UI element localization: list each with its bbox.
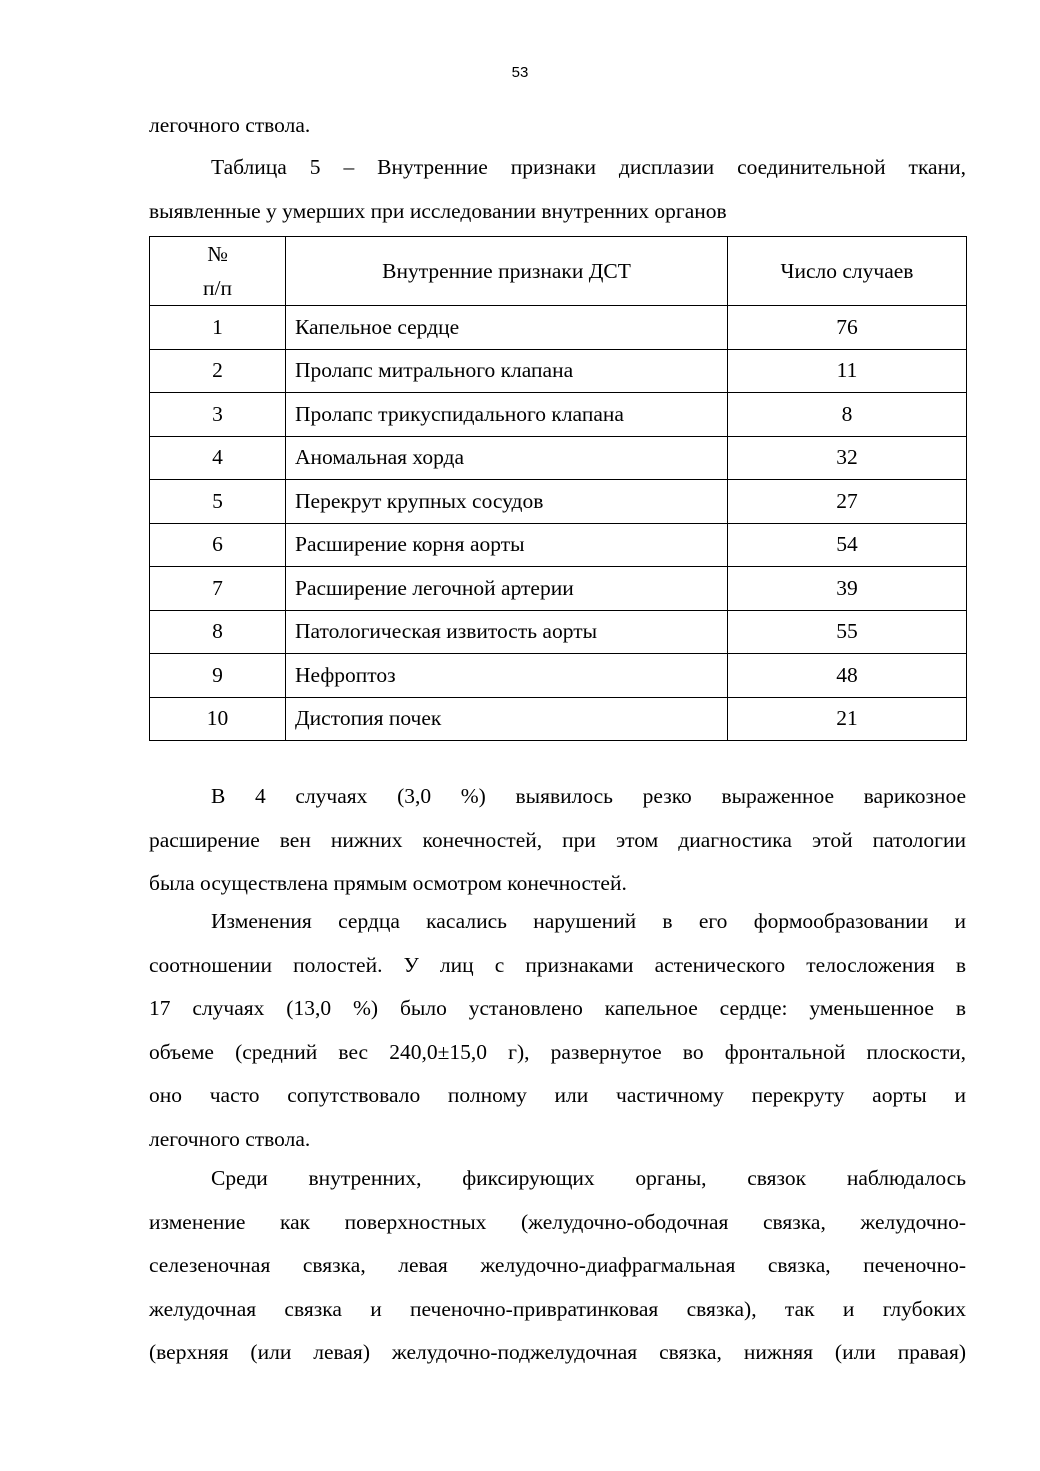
row-count: 54 [728, 523, 967, 567]
text-line: была осуществлена прямым осмотром конечностей. [149, 871, 627, 895]
row-sign: Пролапс митрального клапана [286, 349, 728, 393]
text-line: оно часто сопутствовало полному или частичному перекруту аорты и [149, 1083, 966, 1107]
text-line: легочного ствола. [149, 1126, 311, 1151]
header-number-abbr: п/п [203, 276, 232, 300]
page-number: 53 [511, 64, 529, 81]
table-row [150, 436, 967, 480]
row-sign: Пролапс трикуспидального клапана [286, 393, 728, 437]
row-sign: Аномальная хорда [286, 436, 728, 480]
table-caption [149, 146, 966, 233]
text-line: желудочная связка и печеночно-привратинковая связка), так и глубоких [149, 1296, 966, 1321]
text-line: изменение как поверхностных (желудочно-ободочная связка, желудочно- [149, 1209, 966, 1234]
row-number: 5 [150, 480, 286, 524]
text-line: (верхняя (или левая) желудочно-поджелудочная связка, нижняя (или правая) [149, 1340, 966, 1364]
header-sign: Внутренние признаки ДСТ [286, 237, 728, 306]
row-number: 2 [150, 349, 286, 393]
table-row [150, 567, 967, 611]
row-sign: Нефроптоз [286, 654, 728, 698]
text-line: расширение вен нижних конечностей, при этом диагностика этой патологии [149, 827, 966, 852]
row-number: 8 [150, 610, 286, 654]
paragraph-ligaments [149, 1157, 966, 1375]
row-sign: Капельное сердце [286, 306, 728, 350]
dst-signs-table [149, 236, 967, 741]
row-count: 76 [728, 306, 967, 350]
table-row [150, 306, 967, 350]
row-number: 10 [150, 697, 286, 741]
text-line: В 4 случаях (3,0 %) выявилось резко выраженное варикозное [211, 784, 966, 808]
text-line: Среди внутренних, фиксирующих органы, связок наблюдалось [211, 1166, 966, 1190]
table-header-row [150, 237, 967, 306]
row-number: 1 [150, 306, 286, 350]
header-number [150, 237, 286, 306]
table-row [150, 393, 967, 437]
row-number: 9 [150, 654, 286, 698]
row-count: 27 [728, 480, 967, 524]
row-sign: Перекрут крупных сосудов [286, 480, 728, 524]
header-number-symbol: № [207, 242, 228, 266]
table-row [150, 523, 967, 567]
table-row [150, 654, 967, 698]
row-count: 55 [728, 610, 967, 654]
paragraph-varicose [149, 775, 966, 906]
intro-text [149, 104, 966, 148]
table-row [150, 697, 967, 741]
table-row [150, 610, 967, 654]
text-line: Изменения сердца касались нарушений в его формообразовании и [211, 909, 966, 933]
row-sign: Патологическая извитость аорты [286, 610, 728, 654]
row-count: 32 [728, 436, 967, 480]
row-count: 8 [728, 393, 967, 437]
text-line: соотношении полостей. У лиц с признаками астенического телосложения в [149, 952, 966, 977]
table-row [150, 349, 967, 393]
row-number: 4 [150, 436, 286, 480]
caption-line-1: Таблица 5 – Внутренние признаки дисплазии соединительной ткани, [211, 155, 966, 179]
row-number: 7 [150, 567, 286, 611]
row-number: 6 [150, 523, 286, 567]
row-count: 11 [728, 349, 967, 393]
paragraph-heart [149, 900, 966, 1161]
text-line: объеме (средний вес 240,0±15,0 г), развернутое во фронтальной плоскости, [149, 1039, 966, 1064]
header-count: Число случаев [728, 237, 967, 306]
caption-line-2: выявленные у умерших при исследовании внутренних органов [149, 198, 727, 223]
row-sign: Расширение легочной артерии [286, 567, 728, 611]
row-sign: Расширение корня аорты [286, 523, 728, 567]
row-sign: Дистопия почек [286, 697, 728, 741]
row-count: 39 [728, 567, 967, 611]
row-number: 3 [150, 393, 286, 437]
row-count: 21 [728, 697, 967, 741]
row-count: 48 [728, 654, 967, 698]
table-row [150, 480, 967, 524]
text-line: 17 случаях (13,0 %) было установлено капельное сердце: уменьшенное в [149, 996, 966, 1020]
text-line: селезеночная связка, левая желудочно-диафрагмальная связка, печеночно- [149, 1253, 966, 1277]
text-line: легочного ствола. [149, 113, 311, 137]
